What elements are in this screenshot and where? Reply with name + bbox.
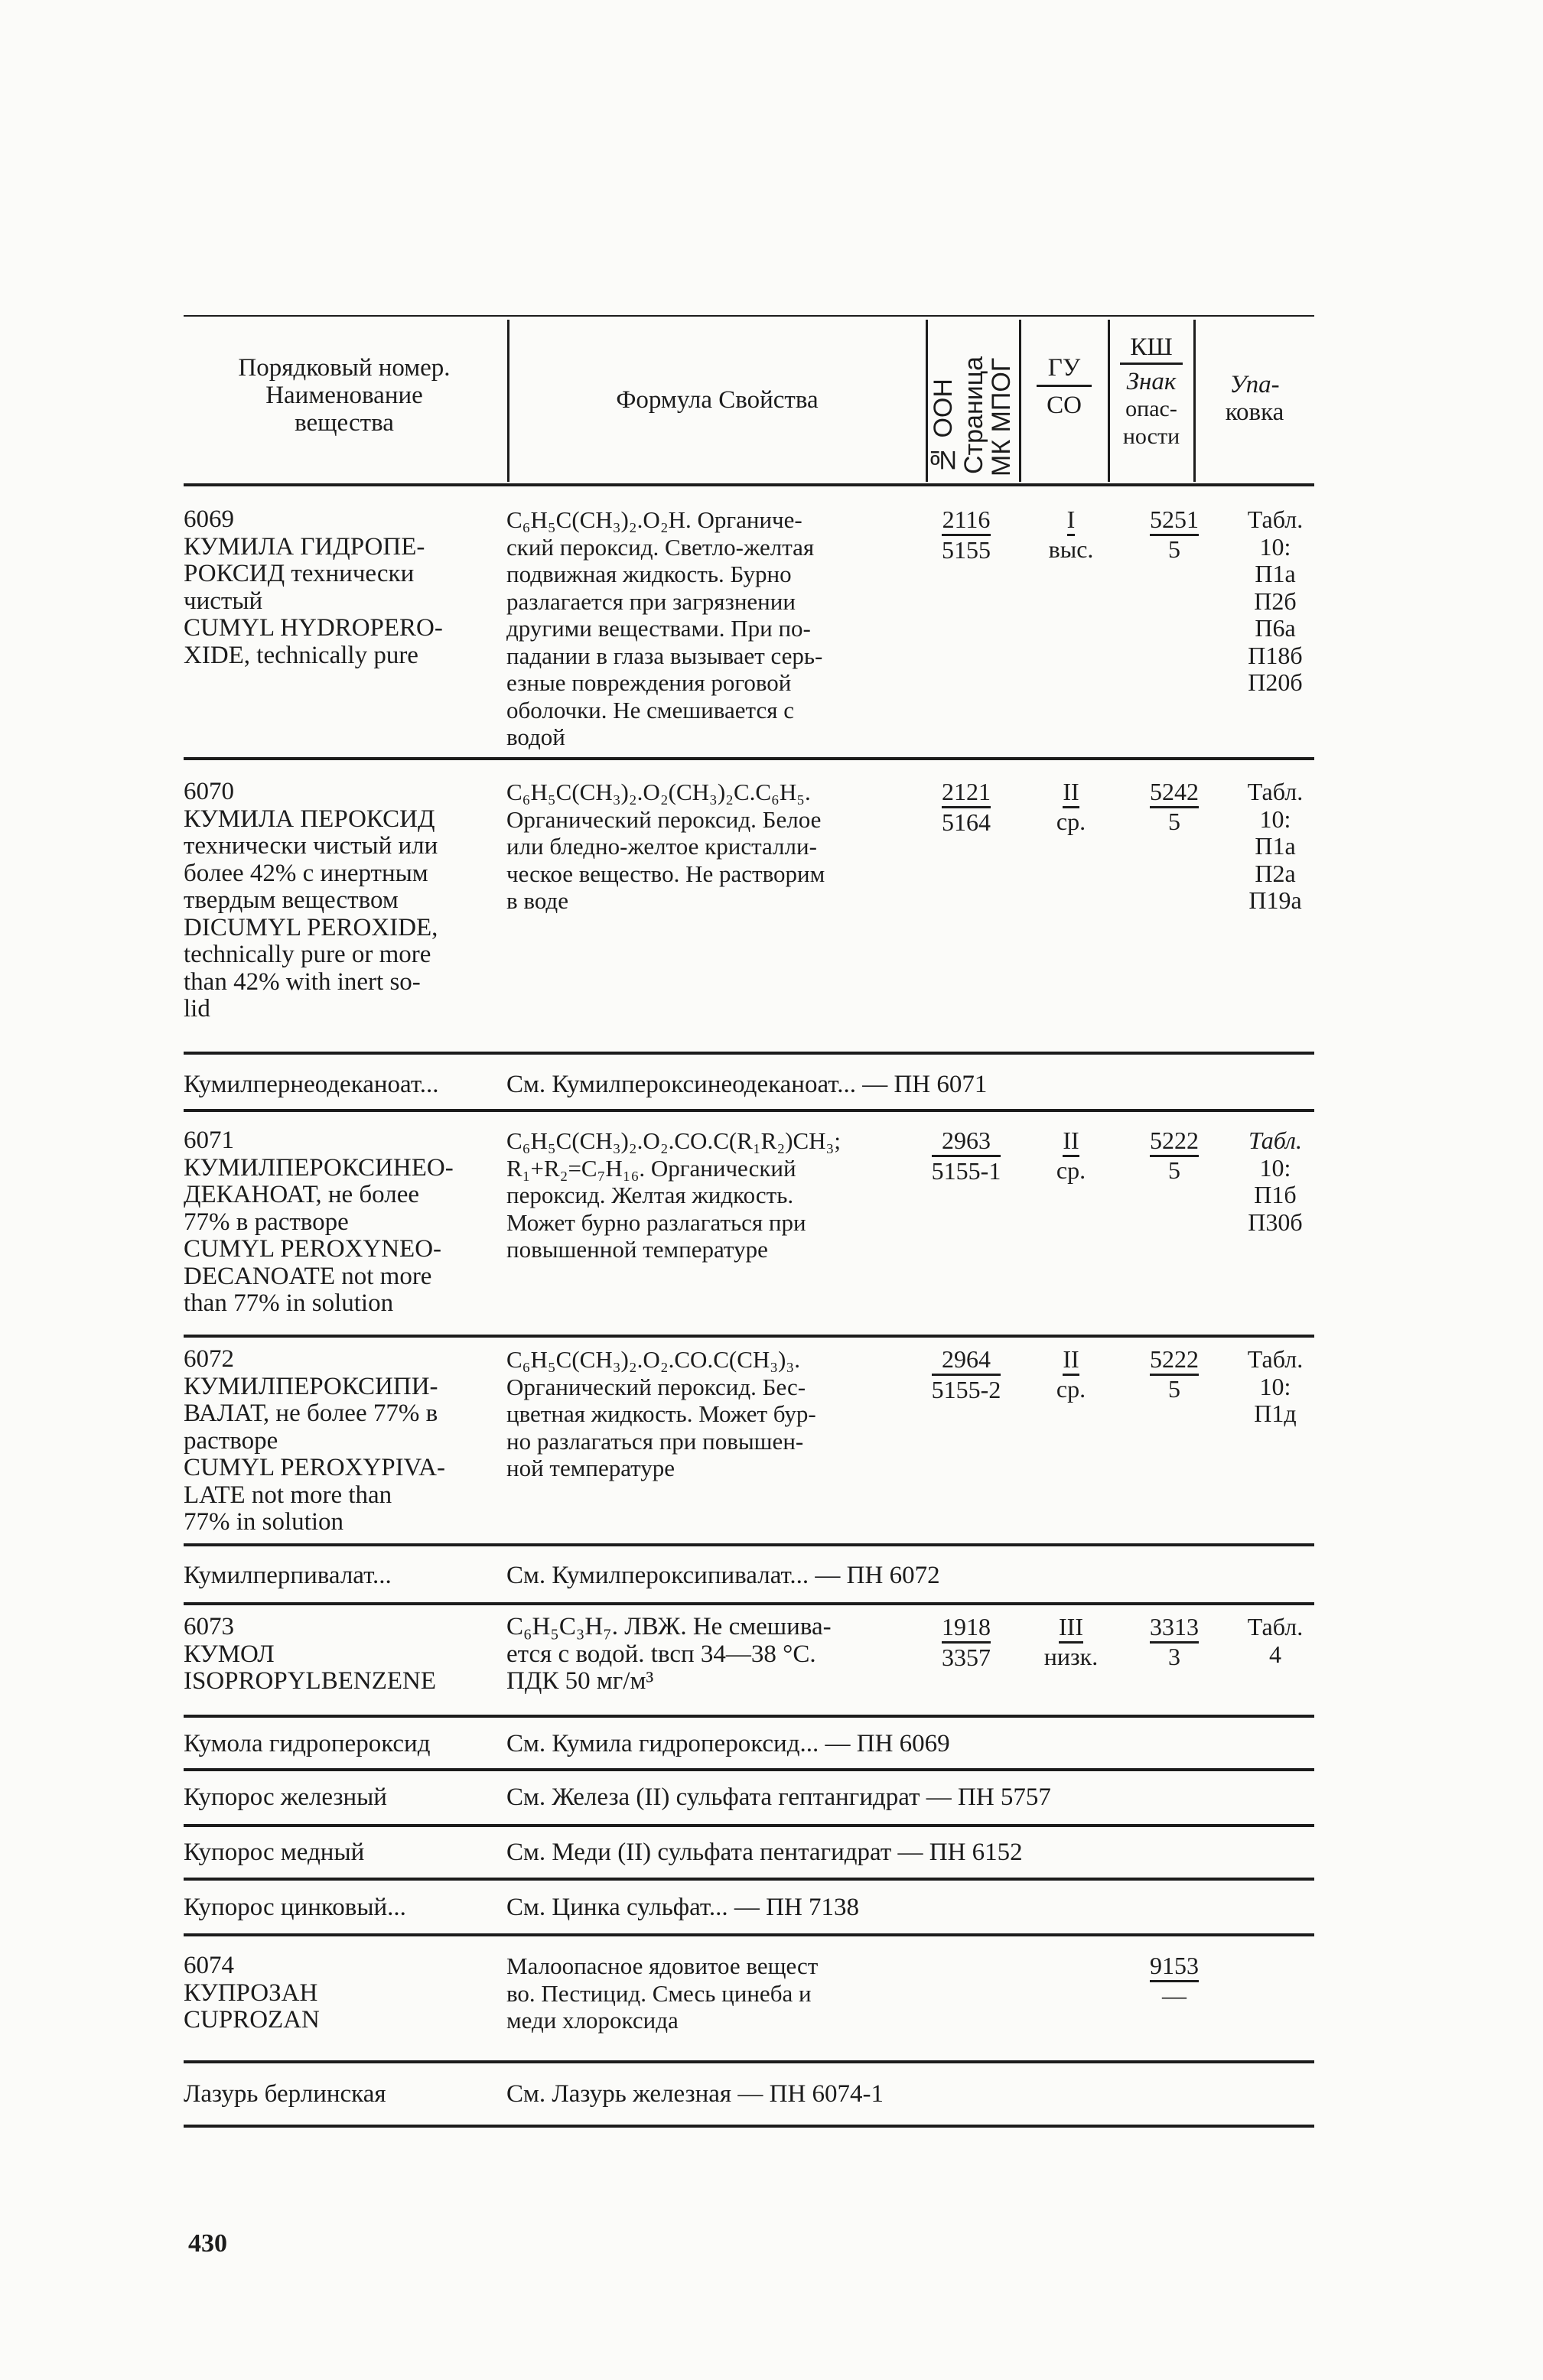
so-value: выс. <box>1048 535 1094 563</box>
entry-properties <box>506 1952 920 2034</box>
so-value: ср. <box>1056 1374 1086 1403</box>
ref-term: Купорос медный <box>184 1839 365 1866</box>
prop-line: другими веществами. При по- <box>506 615 811 642</box>
entry-number: 6071 <box>184 1127 234 1154</box>
pack-line: 10: <box>1259 1153 1291 1182</box>
entry-number: 6069 <box>184 506 234 533</box>
prop-line: C₆H₅C(CH₃)₂.O₂H. Органиче- <box>506 506 802 533</box>
gu-cell <box>1029 506 1113 563</box>
ksh-value: 5222 <box>1150 1127 1199 1157</box>
prop-line: C₆H₅C₃H₇. ЛВЖ. Не смешива- <box>506 1613 832 1640</box>
header-top-rule <box>184 315 1314 317</box>
gu-value: III <box>1059 1614 1083 1644</box>
prop-line: ский пероксид. Светло-желтая <box>506 533 815 561</box>
ref-term: Кумилпернеодеканоат... <box>184 1071 439 1098</box>
name-line: CUMYL HYDROPERO- <box>184 614 443 642</box>
name-line: CUPROZAN <box>184 2006 320 2034</box>
header-text: Формула Свойства <box>616 386 819 414</box>
prop-line: водой <box>506 723 565 750</box>
ksh-cell <box>1117 779 1232 835</box>
pack-line: П1б <box>1254 1181 1297 1208</box>
header-text: СО <box>1047 392 1082 419</box>
so-value: ср. <box>1056 1156 1086 1184</box>
entry-properties <box>506 506 920 751</box>
so-value: низк. <box>1043 1642 1099 1670</box>
imdg-page: 5164 <box>942 806 991 837</box>
header-text: ковка <box>1225 398 1284 426</box>
ref-target: См. Кумила гидропероксид... — ПН 6069 <box>506 1730 950 1757</box>
gu-cell <box>1029 1127 1113 1184</box>
hazard-sign: 3 <box>1168 1642 1180 1670</box>
imdg-page: 5155-2 <box>932 1374 1001 1404</box>
pack-line: П30б <box>1248 1208 1303 1236</box>
ksh-cell <box>1117 1346 1232 1403</box>
ref-term: Кумола гидропероксид <box>184 1730 431 1757</box>
prop-line: ческое вещество. Не растворим <box>506 860 825 887</box>
header-text: Порядковый номер. <box>238 354 451 382</box>
pack-line: 10: <box>1259 805 1291 833</box>
ref-target: См. Железа (II) сульфата гептангидрат — ПН 5757 <box>506 1783 1051 1811</box>
un-number-cell <box>924 779 1008 836</box>
pack-line: 10: <box>1259 532 1291 561</box>
un-number: 2116 <box>942 506 991 533</box>
gu-cell <box>1029 779 1113 835</box>
prop-line: ной температуре <box>506 1455 675 1481</box>
entry-name <box>184 1614 497 1696</box>
entry-name <box>184 1346 497 1536</box>
name-line: DECANOATE not more <box>184 1262 432 1290</box>
hazard-sign: 5 <box>1168 807 1180 835</box>
ksh-value: 9153 <box>1150 1952 1199 1982</box>
name-line: LATE not more than <box>184 1481 392 1509</box>
gu-cell <box>1029 1346 1113 1403</box>
ref-target: См. Цинка сульфат... — ПН 7138 <box>506 1894 860 1921</box>
name-line: КУПРОЗАН <box>184 1978 318 2007</box>
gu-value: II <box>1063 1346 1079 1376</box>
header-text: опас- <box>1125 396 1177 421</box>
ref-term: Кумилперпивалат... <box>184 1562 392 1589</box>
entry-separator <box>184 1335 1314 1338</box>
entry-separator <box>184 2125 1314 2128</box>
header-name-column <box>184 354 505 524</box>
name-line: ISOPROPYLBENZENE <box>184 1667 437 1695</box>
prop-line: но разлагаться при повышен- <box>506 1427 804 1455</box>
ref-target: См. Кумилпероксипивалат... — ПН 6072 <box>506 1562 940 1589</box>
un-number-cell <box>924 1614 1008 1671</box>
prop-line: Органический пероксид. Бес- <box>506 1373 806 1400</box>
entry-separator <box>184 1933 1314 1936</box>
prop-line: пероксид. Желтая жидкость. <box>506 1182 794 1208</box>
name-line: lid <box>184 995 210 1023</box>
ksh-value: 5242 <box>1150 779 1199 808</box>
header-text: КШ <box>1130 333 1173 361</box>
pack-line: П2а <box>1255 859 1296 887</box>
pack-line: П6а <box>1255 614 1296 642</box>
entry-number: 6074 <box>184 1952 234 1979</box>
name-line: 77% в растворе <box>184 1208 349 1236</box>
ksh-value: 5222 <box>1150 1346 1199 1376</box>
prop-line: во. Пестицид. Смесь цинеба и <box>506 1979 812 2007</box>
prop-line: C₆H₅C(CH₃)₂.O₂.CO.C(CH₃)₃. <box>506 1346 800 1373</box>
entry-properties <box>506 1614 920 1696</box>
gu-cell <box>1029 1614 1113 1670</box>
name-line: ВАЛАТ, не более 77% в <box>184 1400 438 1427</box>
name-line: растворе <box>184 1426 278 1455</box>
un-number: 2964 <box>942 1345 991 1373</box>
prop-line: падании в глаза вызывает серь- <box>506 642 823 669</box>
pack-line: 10: <box>1259 1372 1291 1400</box>
prop-line: подвижная жидкость. Бурно <box>506 561 792 587</box>
prop-line: C₆H₅C(CH₃)₂.O₂(CH₃)₂C.C₆H₅. <box>506 779 811 805</box>
ref-term: Купорос цинковый... <box>184 1894 406 1921</box>
un-number: 2121 <box>942 778 991 805</box>
entry-properties <box>506 1346 920 1482</box>
pack-line: Табл. <box>1247 1345 1304 1373</box>
name-line: XIDE, technically pure <box>184 641 418 669</box>
prop-line: R₁+R₂=C₇H₁₆. Органический <box>506 1154 796 1182</box>
header-imdg-column: Страница <box>959 356 988 474</box>
imdg-page: 5155 <box>942 534 991 564</box>
prop-line: C₆H₅C(CH₃)₂.O₂.CO.C(R₁R₂)CH₃; <box>506 1127 841 1154</box>
entry-properties <box>506 1127 920 1263</box>
name-line: CUMYL PEROXYNEO- <box>184 1235 442 1263</box>
imdg-page: 3357 <box>942 1641 991 1672</box>
entry-separator <box>184 1715 1314 1718</box>
prop-line: повышенной температуре <box>506 1236 768 1263</box>
name-line: КУМИЛПЕРОКСИПИ- <box>184 1372 438 1400</box>
prop-line: езные повреждения роговой <box>506 669 792 696</box>
packaging-cell <box>1233 779 1317 915</box>
pack-line: Табл. <box>1248 1127 1302 1154</box>
name-line: КУМОЛ <box>184 1640 275 1668</box>
entry-number: 6070 <box>184 778 234 805</box>
hazard-sign: 5 <box>1168 1156 1180 1184</box>
imdg-page: 5155-1 <box>932 1155 1001 1185</box>
pack-line: П1д <box>1254 1400 1297 1427</box>
entry-separator <box>184 1824 1314 1827</box>
ksh-cell <box>1117 1614 1232 1670</box>
packaging-cell <box>1233 1614 1317 1668</box>
entry-name <box>184 1952 497 2034</box>
entry-number: 6072 <box>184 1345 234 1373</box>
prop-line: оболочки. Не смешивается с <box>506 696 794 723</box>
pack-line: П1а <box>1255 832 1296 860</box>
prop-line: или бледно-желтое кристалли- <box>506 833 817 860</box>
pack-line: П1а <box>1255 560 1296 587</box>
gu-value: II <box>1063 779 1079 808</box>
name-line: РОКСИД технически <box>184 560 415 587</box>
prop-line: в воде <box>506 887 568 914</box>
prop-line: меди хлороксида <box>506 2007 679 2034</box>
name-line: ДЕКАНОАТ, не более <box>184 1181 419 1208</box>
name-line: более 42% с инертным <box>184 859 428 887</box>
pack-line: Табл. <box>1247 506 1304 533</box>
ref-target: См. Меди (II) сульфата пентагидрат — ПН 6152 <box>506 1839 1023 1866</box>
header-text: Наименование <box>265 382 423 409</box>
header-ksh-column <box>1109 333 1193 503</box>
entry-separator <box>184 2060 1314 2063</box>
entry-separator <box>184 1878 1314 1881</box>
pack-line: Табл. <box>1247 1613 1304 1640</box>
pack-line: Табл. <box>1247 778 1304 805</box>
name-line: КУМИЛА ГИДРОПЕ- <box>184 532 425 561</box>
entry-separator <box>184 1602 1314 1605</box>
header-text: ГУ <box>1047 354 1081 382</box>
prop-line: цветная жидкость. Может бур- <box>506 1400 816 1427</box>
ref-term: Лазурь берлинская <box>184 2080 386 2108</box>
hazard-sign: 5 <box>1168 1374 1180 1403</box>
ksh-value: 5251 <box>1150 506 1199 536</box>
header-un-column: № ООН <box>929 379 958 474</box>
prop-line: Малоопасное ядовитое вещест <box>506 1952 819 1979</box>
packaging-cell <box>1233 1346 1317 1428</box>
name-line: DICUMYL PEROXIDE, <box>184 913 438 941</box>
header-imdg-column: МК МПОГ <box>987 357 1016 476</box>
prop-line: ПДК 50 мг/м³ <box>506 1667 654 1695</box>
header-text: Знак <box>1126 368 1177 395</box>
entry-separator <box>184 1109 1314 1112</box>
col-divider <box>1193 320 1196 482</box>
un-number: 1918 <box>942 1613 991 1640</box>
un-number: 2963 <box>942 1127 991 1154</box>
name-line: КУМИЛА ПЕРОКСИД <box>184 805 435 833</box>
prop-line: ется с водой. tвсп 34—38 °C. <box>506 1640 816 1668</box>
un-number-cell <box>924 1346 1008 1403</box>
un-number-cell <box>924 506 1008 564</box>
ref-target: См. Лазурь железная — ПН 6074-1 <box>506 2080 884 2108</box>
prop-line: Органический пероксид. Белое <box>506 805 822 833</box>
gu-value: II <box>1063 1127 1079 1157</box>
pack-line: П18б <box>1248 641 1303 669</box>
entry-name <box>184 779 497 1023</box>
entry-properties <box>506 779 920 915</box>
prop-line: разлагается при загрязнении <box>506 587 796 615</box>
entry-separator <box>184 1768 1314 1771</box>
name-line: technically pure or more <box>184 941 431 968</box>
name-line: CUMYL PEROXYPIVA- <box>184 1454 445 1481</box>
pack-line: П20б <box>1248 668 1303 696</box>
ref-target: См. Кумилпероксинеодеканоат... — ПН 6071 <box>506 1071 988 1098</box>
entry-name <box>184 506 497 669</box>
name-line: than 77% in solution <box>184 1289 394 1317</box>
entry-name <box>184 1127 497 1318</box>
header-text: Упа- <box>1229 371 1280 398</box>
ksh-value: 3313 <box>1150 1614 1199 1644</box>
header-gu-column <box>1021 354 1107 524</box>
header-text: вещества <box>295 409 394 437</box>
so-value: ср. <box>1056 807 1086 835</box>
ksh-cell <box>1117 1952 1232 2009</box>
ksh-cell <box>1117 1127 1232 1184</box>
entry-separator <box>184 757 1314 760</box>
packaging-cell <box>1233 506 1317 697</box>
name-line: than 42% with inert so- <box>184 967 421 996</box>
pack-line: П19а <box>1248 886 1302 914</box>
page-number: 430 <box>188 2229 227 2258</box>
name-line: твердым веществом <box>184 886 399 914</box>
hazard-sign: 5 <box>1168 535 1180 563</box>
entry-separator <box>184 1543 1314 1546</box>
col-divider <box>926 320 928 482</box>
entry-separator <box>184 1052 1314 1055</box>
name-line: чистый <box>184 587 263 615</box>
header-text: ности <box>1122 424 1180 449</box>
pack-line: П2б <box>1254 587 1297 615</box>
col-divider <box>507 320 509 482</box>
gu-value: I <box>1067 506 1076 536</box>
pack-line: 4 <box>1269 1640 1281 1668</box>
name-line: 77% in solution <box>184 1508 344 1536</box>
name-line: технически чистый или <box>184 832 438 860</box>
ref-term: Купорос железный <box>184 1783 387 1811</box>
entry-number: 6073 <box>184 1613 234 1640</box>
prop-line: Может бурно разлагаться при <box>506 1208 806 1236</box>
hazard-sign: — <box>1162 1981 1187 2009</box>
name-line: КУМИЛПЕРОКСИНЕО- <box>184 1153 454 1182</box>
un-number-cell <box>924 1127 1008 1185</box>
ksh-cell <box>1117 506 1232 563</box>
packaging-cell <box>1233 1127 1317 1236</box>
